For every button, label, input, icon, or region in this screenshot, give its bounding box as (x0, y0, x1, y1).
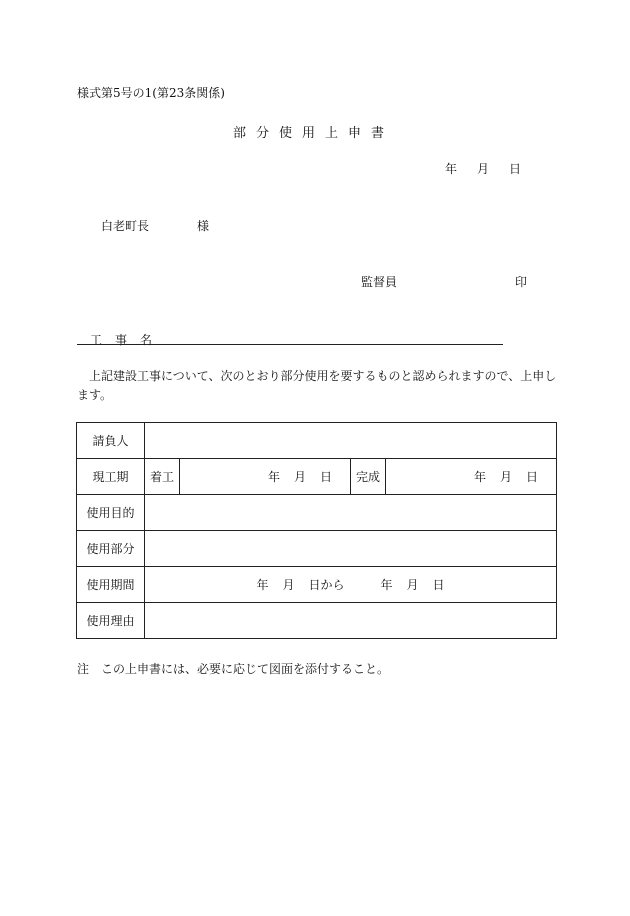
current-period-label: 現工期 (77, 459, 145, 495)
start-label: 着工 (145, 459, 180, 495)
application-table (76, 422, 557, 639)
contractor-field[interactable] (145, 423, 557, 459)
body-text: 上記建設工事について、次のとおり部分使用を要するものと認められますので、上申します。 (77, 369, 557, 402)
table-row (77, 459, 557, 495)
reason-label: 使用理由 (77, 603, 145, 639)
table-row (77, 495, 557, 531)
addressee (101, 217, 209, 234)
form-number: 様式第5号の1(第23条関係) (77, 86, 225, 100)
seal-mark: 印 (515, 275, 528, 289)
contractor-label: 請負人 (77, 423, 145, 459)
work-name-label: 工事名 (90, 333, 166, 347)
table-row (77, 423, 557, 459)
addressee-name: 白老町長 (101, 219, 150, 233)
table-row (77, 567, 557, 603)
table-row (77, 531, 557, 567)
date-month: 月 (477, 162, 490, 176)
table-row (77, 603, 557, 639)
purpose-field[interactable] (145, 495, 557, 531)
date-year: 年 (445, 162, 458, 176)
start-date-field[interactable]: 年 月 日 (180, 459, 351, 495)
supervisor-label: 監督員 (361, 275, 398, 289)
use-period-field[interactable]: 年 月 日から 年 月 日 (145, 567, 557, 603)
completion-label: 完成 (351, 459, 386, 495)
date-day: 日 (509, 162, 522, 176)
part-field[interactable] (145, 531, 557, 567)
submission-date (445, 160, 521, 177)
use-period-label: 使用期間 (77, 567, 145, 603)
part-label: 使用部分 (77, 531, 145, 567)
work-name-underline[interactable] (77, 344, 503, 345)
addressee-honorific: 様 (197, 219, 210, 233)
completion-date-field[interactable]: 年 月 日 (386, 459, 557, 495)
reason-field[interactable] (145, 603, 557, 639)
document-title: 部分使用上申書 (233, 126, 395, 141)
footnote: 注 この上申書には、必要に応じて図面を添付すること。 (77, 662, 390, 676)
purpose-label: 使用目的 (77, 495, 145, 531)
